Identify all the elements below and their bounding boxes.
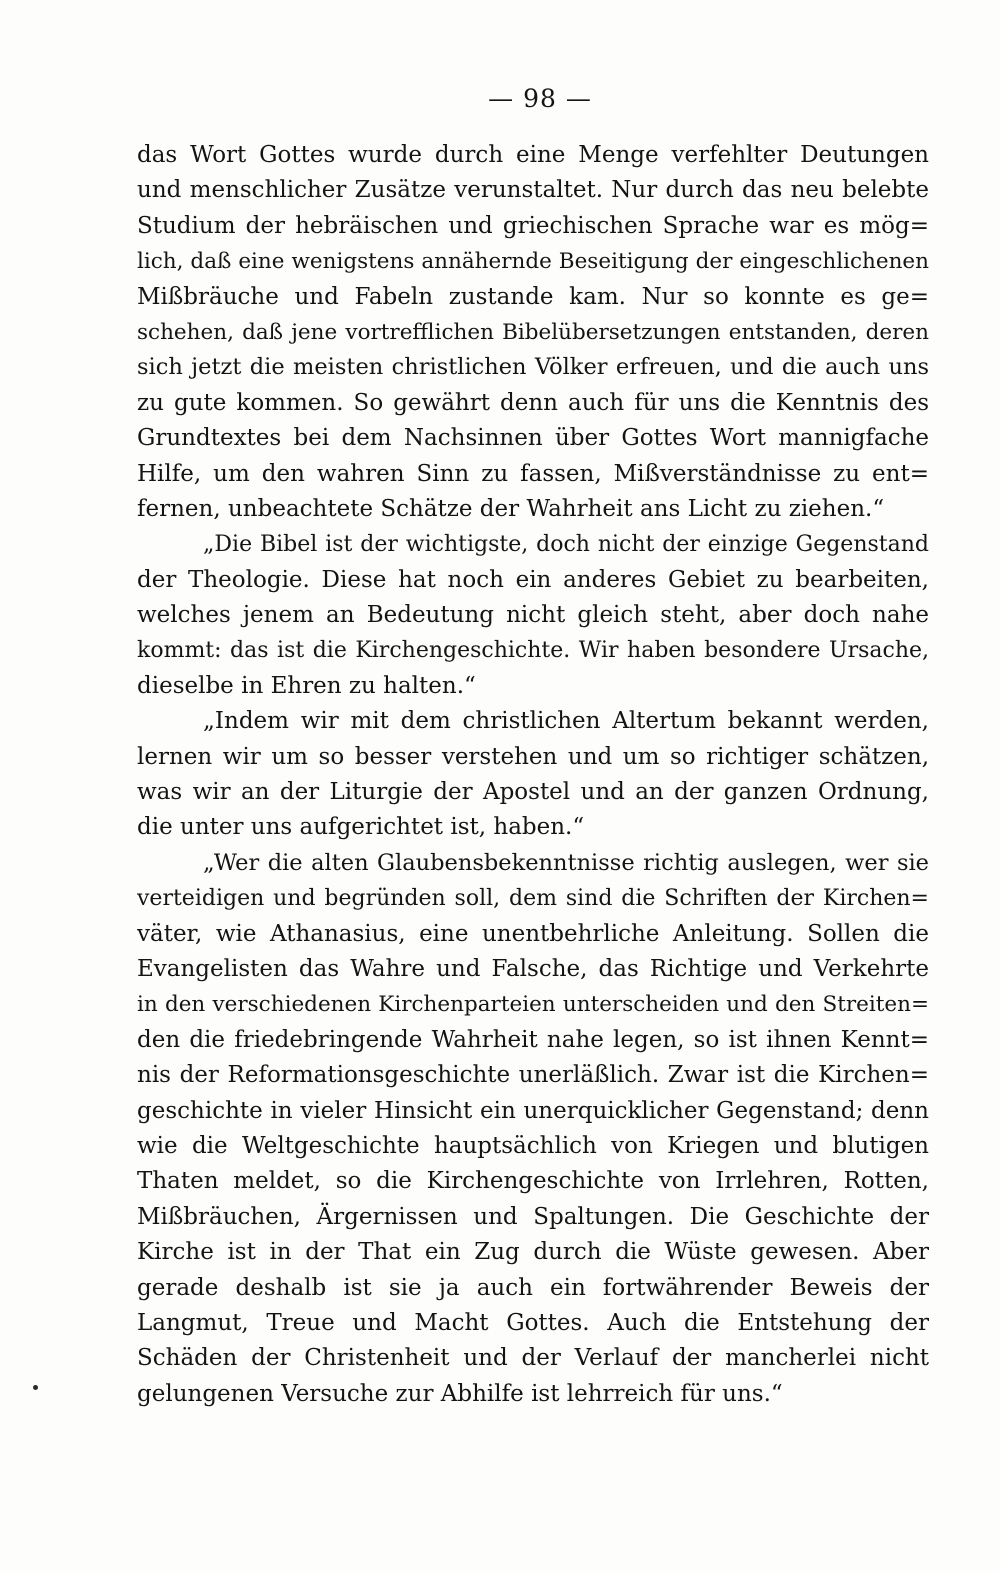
text-line: Langmut, Treue und Macht Gottes. Auch die Entstehung der [137, 1309, 929, 1336]
text-line: wie die Weltgeschichte hauptsächlich von Kriegen und blutigen [137, 1132, 929, 1159]
page-number: — 98 — [488, 84, 592, 113]
text-line: der Theologie. Diese hat noch ein anderes Gebiet zu bearbeiten, [137, 566, 929, 593]
text-line: Evangelisten das Wahre und Falsche, das Richtige und Verkehrte [137, 955, 929, 982]
text-line: verteidigen und begründen soll, dem sind die Schriften der Kirchen= [137, 886, 929, 912]
text-line: den die friedebringende Wahrheit nahe legen, so ist ihnen Kennt= [137, 1026, 929, 1053]
text-line: nis der Reformationsgeschichte unerläßlich. Zwar ist die Kirchen= [137, 1062, 929, 1089]
text-line: Mißbräuche und Fabeln zustande kam. Nur so konnte es ge= [137, 283, 929, 310]
text-line: „Wer die alten Glaubensbekenntnisse richtig auslegen, wer sie [203, 849, 929, 876]
text-line: kommt: das ist die Kirchengeschichte. Wir haben besondere Ursache, [137, 638, 929, 664]
print-speck [33, 1385, 38, 1390]
text-line: Schäden der Christenheit und der Verlauf der mancherlei nicht [137, 1345, 929, 1372]
text-line: gelungenen Versuche zur Abhilfe ist lehrreich für uns.“ [137, 1380, 783, 1407]
text-line: schehen, daß jene vortrefflichen Bibelübersetzungen entstanden, deren [137, 319, 929, 345]
text-line: was wir an der Liturgie der Apostel und an der ganzen Ordnung, [137, 779, 929, 806]
text-line: die unter uns aufgerichtet ist, haben.“ [137, 814, 585, 841]
text-line: das Wort Gottes wurde durch eine Menge verfehlter Deutungen [137, 142, 929, 168]
text-line: geschichte in vieler Hinsicht ein unerquicklicher Gegenstand; denn [137, 1097, 929, 1124]
text-line: sich jetzt die meisten christlichen Völker erfreuen, und die auch uns [137, 354, 929, 381]
text-line: Hilfe, um den wahren Sinn zu fassen, Mißverständnisse zu ent= [137, 460, 929, 487]
text-line: Grundtextes bei dem Nachsinnen über Gottes Wort mannigfache [137, 425, 929, 452]
text-line: lich, daß eine wenigstens annähernde Beseitigung der eingeschlichenen [137, 249, 929, 275]
text-line: welches jenem an Bedeutung nicht gleich steht, aber doch nahe [137, 602, 929, 629]
text-line: väter, wie Athanasius, eine unentbehrliche Anleitung. Sollen die [137, 920, 929, 947]
text-line: Thaten meldet, so die Kirchengeschichte von Irrlehren, Rotten, [137, 1168, 929, 1195]
text-line: zu gute kommen. So gewährt denn auch für uns die Kenntnis des [137, 389, 929, 416]
text-line: in den verschiedenen Kirchenparteien unterscheiden und den Streiten= [137, 992, 929, 1018]
text-line: Kirche ist in der That ein Zug durch die Wüste gewesen. Aber [137, 1239, 929, 1266]
text-line: Studium der hebräischen und griechischen Sprache war es mög= [137, 212, 929, 239]
body-text [137, 138, 929, 1412]
text-line: fernen, unbeachtete Schätze der Wahrheit ans Licht zu ziehen.“ [137, 495, 885, 522]
text-line: „Indem wir mit dem christlichen Altertum bekannt werden, [203, 708, 929, 735]
text-line: lernen wir um so besser verstehen und um so richtiger schätzen, [137, 743, 929, 770]
text-line: dieselbe in Ehren zu halten.“ [137, 672, 476, 699]
text-line: und menschlicher Zusätze verunstaltet. Nur durch das neu belebte [137, 177, 929, 204]
text-line: gerade deshalb ist sie ja auch ein fortwährender Beweis der [137, 1274, 929, 1301]
text-line: Mißbräuchen, Ärgernissen und Spaltungen. Die Geschichte der [137, 1203, 929, 1230]
text-line: „Die Bibel ist der wichtigste, doch nicht der einzige Gegenstand [203, 532, 929, 558]
